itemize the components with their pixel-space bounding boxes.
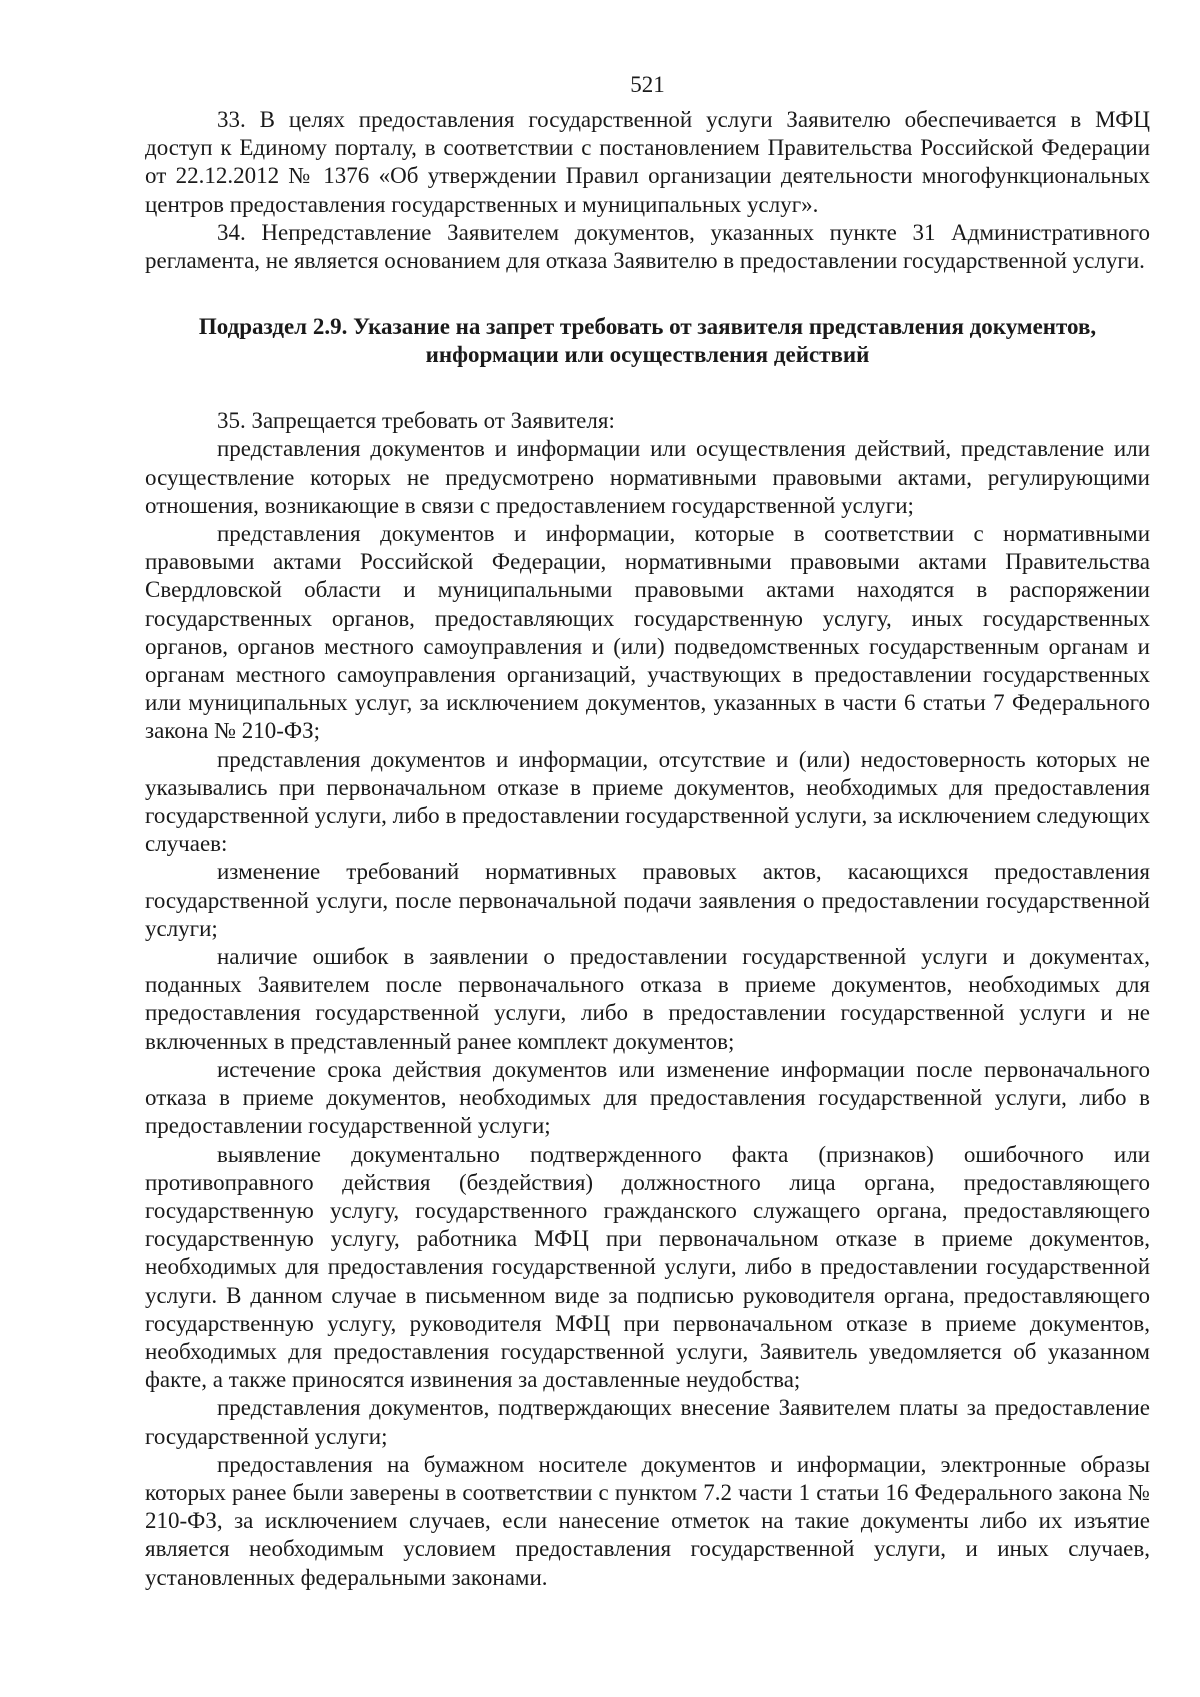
section-heading-line-1: Подраздел 2.9. Указание на запрет требовать от заявителя представления документов, xyxy=(198,314,1097,340)
page-number: 521 xyxy=(630,72,665,97)
list-item: выявление документально подтвержденного факта (признаков) ошибочного или противоправного действия (бездействия) должностного лица органа, предоставляющего государственную услугу, государственного гражданского служащего органа, предоставляющего государственную услугу, работника МФЦ при первоначальном отказе в приеме документов, необходимых для предоставления государственной услуги, либо в предоставлении государственной услуги. В данном случае в письменном виде за подписью руководителя органа, предоставляющего государственную услугу, руководителя МФЦ при первоначальном отказе в приеме документов, необходимых для предоставления государственной услуги, Заявитель уведомляется об указанном факте, а также приносятся извинения за доставленные неудобства; xyxy=(145,1141,1150,1393)
list-item: представления документов и информации, которые в соответствии с нормативными правовыми актами Российской Федерации, нормативными правовыми актами Правительства Свердловской области и муниципальными правовыми актами находятся в распоряжении государственных органов, предоставляющих государственную услугу, иных государственных органов, органов местного самоуправления и (или) подведомственных государственным органам и органам местного самоуправления организаций, участвующих в предоставлении государственных или муниципальных услуг, за исключением документов, указанных в части 6 статьи 7 Федерального закона № 210-ФЗ; xyxy=(145,521,1150,744)
section-heading-line-2: информации или осуществления действий xyxy=(425,342,870,368)
paragraph-33: 33. В целях предоставления государственной услуги Заявителю обеспечивается в МФЦ доступ к Единому порталу, в соответствии с постановлением Правительства Российской Федерации от 22.12.2012 № 1376 «Об утверждении Правил организации деятельности многофункциональных центров предоставления государственных и муниципальных услуг». xyxy=(145,107,1150,217)
list-item: предоставления на бумажном носителе документов и информации, электронные образы которых ранее были заверены в соответствии с пунктом 7.2 части 1 статьи 16 Федерального закона № 210-ФЗ, за исключением случаев, если нанесение отметок на такие документы либо их изъятие является необходимым условием предоставления государственной услуги, и иных случаев, установленных федеральными законами. xyxy=(145,1451,1150,1590)
list-item: представления документов и информации или осуществления действий, представление или осуществление которых не предусмотрено нормативными правовыми актами, регулирующими отношения, возникающие в связи с предоставлением государственной услуги; xyxy=(145,436,1150,518)
list-item: истечение срока действия документов или изменение информации после первоначального отказа в приеме документов, необходимых для предоставления государственной услуги, либо в предоставлении государственной услуги; xyxy=(145,1056,1150,1139)
list-item: наличие ошибок в заявлении о предоставлении государственной услуги и документах, поданных Заявителем после первоначального отказа в приеме документов, необходимых для предоставления государственной услуги, либо в предоставлении государственной услуги и не включенных в представленный ранее комплект документов; xyxy=(145,944,1150,1054)
paragraph-35: 35. Запрещается требовать от Заявителя: xyxy=(217,408,615,434)
list-item: представления документов и информации, отсутствие и (или) недостоверность которых не указывались при первоначальном отказе в приеме документов, необходимых для предоставления государственной услуги, либо в предоставлении государственной услуги, за исключением следующих случаев: xyxy=(145,746,1150,857)
section-heading xyxy=(145,313,1150,369)
list-item: представления документов, подтверждающих внесение Заявителем платы за предоставление государственной услуги; xyxy=(145,1395,1150,1449)
paragraph-34: 34. Непредставление Заявителем документов, указанных пункте 31 Административного регламента, не является основанием для отказа Заявителю в предоставлении государственной услуги. xyxy=(145,219,1150,274)
document-page xyxy=(145,0,1150,1592)
list-item: изменение требований нормативных правовых актов, касающихся предоставления государственной услуги, после первоначальной подачи заявления о предоставлении государственной услуги; xyxy=(145,859,1150,941)
